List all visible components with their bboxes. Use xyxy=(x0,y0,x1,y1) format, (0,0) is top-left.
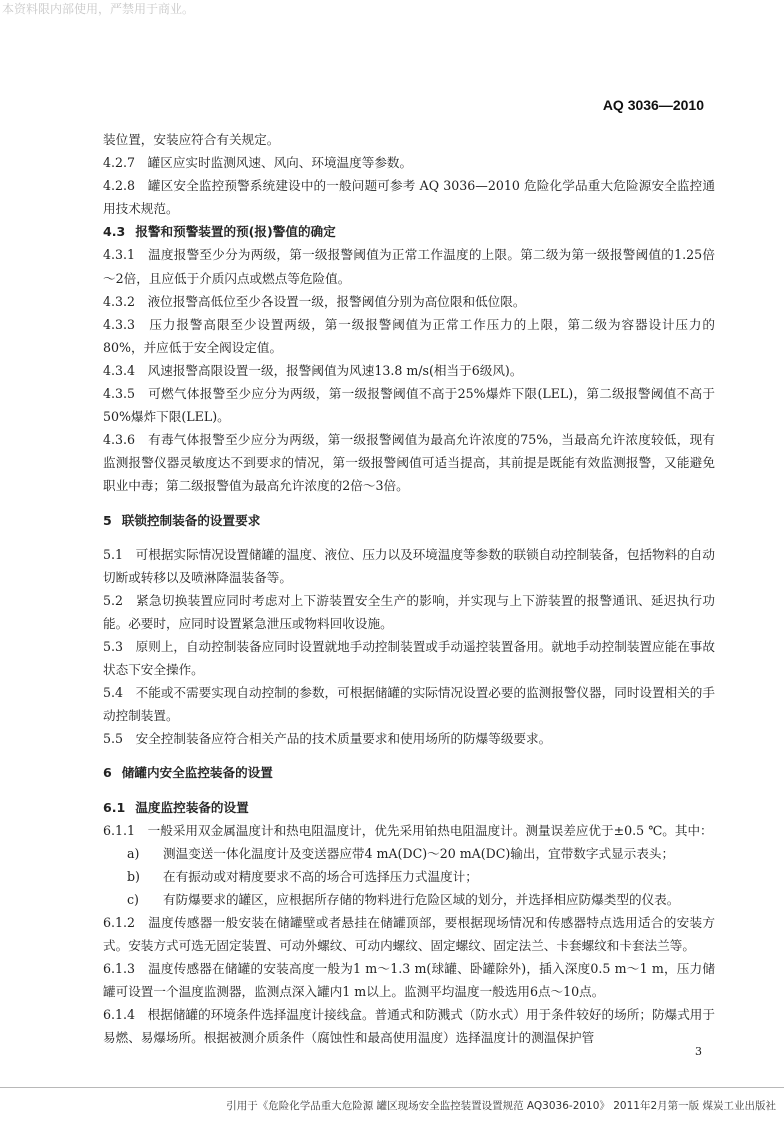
list-item xyxy=(103,865,715,888)
paragraph: 4.2.8 罐区安全监控预警系统建设中的一般问题可参考 AQ 3036—2010 危险化学品重大危险源安全监控通用技术规范。 xyxy=(103,178,715,217)
section-number: 4.3 xyxy=(103,224,126,240)
section-title: 储罐内安全监控装备的设置 xyxy=(121,765,273,781)
paragraph: 5.1 可根据实际情况设置储罐的温度、液位、压力以及环境温度等参数的联锁自动控制装备，包括物料的自动切断或转移以及喷淋降温装备等。 xyxy=(103,546,715,585)
paragraph: 5.5 安全控制装备应符合相关产品的技术质量要求和使用场所的防爆等级要求。 xyxy=(103,731,552,747)
paragraph: 5.3 原则上，自动控制装备应同时设置就地手动控制装置或手动遥控装置备用。就地手动控制装置应能在事故状态下安全操作。 xyxy=(103,638,715,678)
section-heading-5 xyxy=(103,509,715,532)
footer-citation: 引用于《危险化学品重大危险源 罐区现场安全监控装置设置规范 AQ3036-2010》 2011年2月第一版 煤炭工业出版社 xyxy=(226,1100,776,1112)
footer-divider xyxy=(0,1087,784,1088)
section-heading-4-3 xyxy=(103,220,715,243)
paragraph: 5.2 紧急切换装置应同时考虑对上下游装置安全生产的影响，并实现与上下游装置的报警通讯、延迟执行功能。必要时，应同时设置紧急泄压或物料回收设施。 xyxy=(103,592,715,631)
list-item-label: a) xyxy=(127,845,140,861)
paragraph: 装位置，安装应符合有关规定。 xyxy=(103,132,280,147)
section-number: 6 xyxy=(103,765,112,781)
paragraph: 4.3.1 温度报警至少分为两级，第一级报警阈值为正常工作温度的上限。第二级为第一级报警阈值的1.25倍～2倍，且应低于介质闪点或燃点等危险值。 xyxy=(103,247,715,286)
section-title: 报警和预警装置的预(报)警值的确定 xyxy=(135,224,336,240)
section-heading-6 xyxy=(103,761,715,784)
list-item-text: 在有振动或对精度要求不高的场合可选择压力式温度计； xyxy=(163,868,478,884)
list-item-text: 测温变送一体化温度计及变送器应带4 mA(DC)～20 mA(DC)输出，宜带数字式显示表头； xyxy=(163,845,675,861)
list-item-label: c) xyxy=(127,891,139,907)
list-item-label: b) xyxy=(127,868,140,884)
page-number: 3 xyxy=(695,1045,702,1058)
paragraph: 5.4 不能或不需要实现自动控制的参数，可根据储罐的实际情况设置必要的监测报警仪器，同时设置相关的手动控制装置。 xyxy=(103,685,715,724)
section-heading-6-1 xyxy=(103,796,715,819)
list-item xyxy=(103,842,715,865)
section-number: 6.1 xyxy=(103,799,126,815)
paragraph: 4.2.7 罐区应实时监测风速、风向、环境温度等参数。 xyxy=(103,155,413,171)
paragraph: 4.3.3 压力报警高限至少设置两级，第一级报警阈值为正常工作压力的上限，第二级为容器设计压力的80%，并应低于安全阀设定值。 xyxy=(103,316,715,355)
section-title: 联锁控制装备的设置要求 xyxy=(121,512,261,528)
list-item-text: 有防爆要求的罐区，应根据所存储的物料进行危险区域的划分，并选择相应防爆类型的仪表。 xyxy=(163,891,680,907)
document-body xyxy=(103,128,715,1050)
section-number: 5 xyxy=(103,512,112,528)
paragraph: 6.1.2 温度传感器一般安装在储罐壁或者悬挂在储罐顶部，要根据现场情况和传感器特点选用适合的安装方式。安装方式可选无固定装置、可动外螺纹、可动内螺纹、固定螺纹、固定法兰、卡套螺纹和卡套法兰等。 xyxy=(103,915,715,954)
paragraph: 4.3.5 可燃气体报警至少应分为两级，第一级报警阈值不高于25%爆炸下限(LEL)，第二级报警阈值不高于50%爆炸下限(LEL)。 xyxy=(103,386,715,425)
paragraph: 4.3.6 有毒气体报警至少应分为两级，第一级报警阈值为最高允许浓度的75%，当最高允许浓度较低，现有监测报警仪器灵敏度达不到要求的情况，第一级报警阈值可适当提高，其前提是既能有效监测报警，又能避免职业中毒；第二级报警值为最高允许浓度的2倍～3倍。 xyxy=(103,432,715,494)
section-title: 温度监控装备的设置 xyxy=(135,799,249,815)
paragraph: 6.1.1 一般采用双金属温度计和热电阻温度计，优先采用铂热电阻温度计。测量误差应优于±0.5 ℃。其中： xyxy=(103,822,713,838)
watermark: 本资料限内部使用，严禁用于商业。 xyxy=(2,2,195,16)
paragraph: 4.3.2 液位报警高低位至少各设置一级，报警阈值分别为高位限和低位限。 xyxy=(103,293,526,309)
paragraph: 6.1.3 温度传感器在储罐的安装高度一般为1 m～1.3 m(球罐、卧罐除外)，插入深度0.5 m～1 m，压力储罐可设置一个温度监测器，监测点深入罐内1 m以上。监测平均温度一般选用6点～10点。 xyxy=(103,961,715,1000)
list-item xyxy=(103,888,715,911)
paragraph: 6.1.4 根据储罐的环境条件选择温度计接线盒。普通式和防溅式（防水式）用于条件较好的场所；防爆式用于易燃、易爆场所。根据被测介质条件（腐蚀性和最高使用温度）选择温度计的测温保护管 xyxy=(103,1007,715,1046)
paragraph: 4.3.4 风速报警高限设置一级，报警阈值为风速13.8 m/s(相当于6级风)。 xyxy=(103,362,523,378)
document-code: AQ 3036—2010 xyxy=(602,97,704,113)
